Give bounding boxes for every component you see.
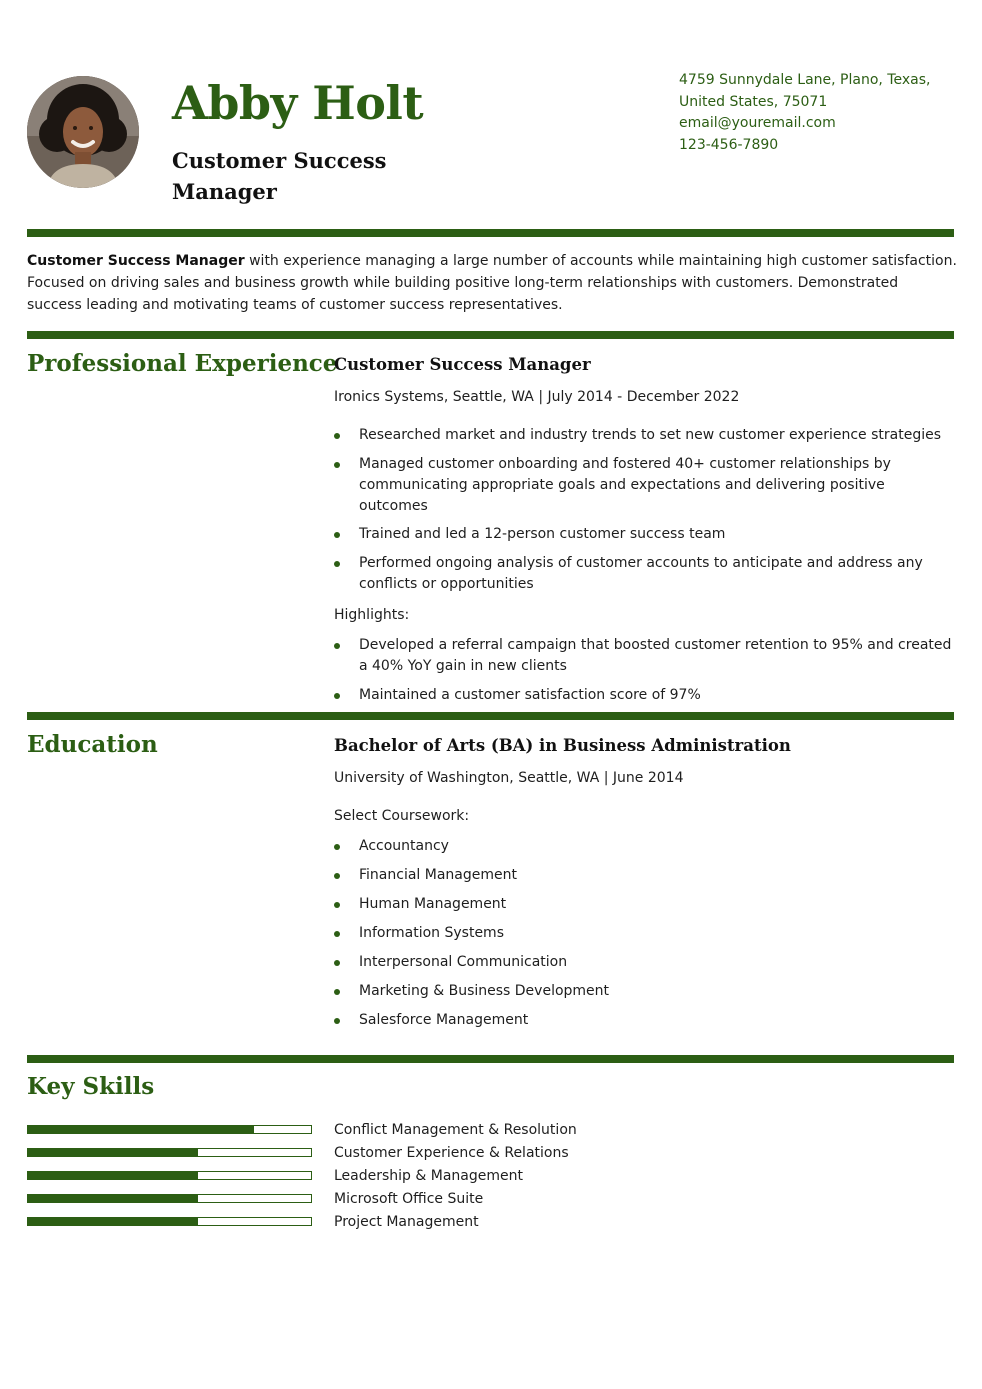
experience-meta: Ironics Systems, Seattle, WA | July 2014 - December 2022 [334, 389, 740, 405]
list-item: Trained and led a 12-person customer success team [334, 524, 954, 545]
list-item: Salesforce Management [334, 1010, 954, 1031]
list-item: Maintained a customer satisfaction score of 97% [334, 685, 954, 706]
profile-photo-image [27, 76, 139, 188]
skill-level-fill [28, 1126, 254, 1133]
bullet-icon [334, 561, 340, 567]
experience-entry [334, 354, 954, 706]
list-item: Researched market and industry trends to set new customer experience strategies [334, 425, 954, 446]
bullet-icon [334, 960, 340, 966]
profile-photo [27, 76, 139, 188]
bullet-icon [334, 873, 340, 879]
skill-level-fill [28, 1195, 198, 1202]
bullet-icon [334, 532, 340, 538]
divider-rule [27, 1055, 954, 1063]
highlights-label: Highlights: [334, 607, 410, 623]
list-item: Accountancy [334, 836, 954, 857]
skill-row [27, 1212, 627, 1232]
skill-row [27, 1120, 627, 1140]
education-meta: University of Washington, Seattle, WA | June 2014 [334, 770, 684, 786]
skill-label: Project Management [334, 1214, 479, 1230]
skill-level-fill [28, 1218, 198, 1225]
skill-label: Customer Experience & Relations [334, 1145, 569, 1161]
phone-text: 123-456-7890 [679, 136, 779, 153]
list-item: Information Systems [334, 923, 954, 944]
divider-rule [27, 229, 954, 237]
education-degree: Bachelor of Arts (BA) in Business Administration [334, 736, 791, 755]
skill-label: Leadership & Management [334, 1168, 523, 1184]
highlights-bullets [334, 635, 954, 706]
list-item: Managed customer onboarding and fostered 40+ customer relationships by communicating appropriate goals and expectations and delivering positive outcomes [334, 454, 954, 517]
education-entry [334, 735, 954, 1031]
section-heading-experience: Professional Experience [27, 350, 338, 377]
summary-text: with experience managing a large number of accounts while maintaining high customer satisfaction. Focused on driving sales and business growth while building positive long-term relationships with customers. Demonstrated success leading and motivating teams of customer success representatives. [27, 253, 957, 313]
bullet-icon [334, 643, 340, 649]
address-line-2: United States, 75071 [679, 93, 828, 110]
skill-level-bar [27, 1171, 312, 1180]
skill-level-bar [27, 1125, 312, 1134]
bullet-icon [334, 462, 340, 468]
address-line-1: 4759 Sunnydale Lane, Plano, Texas, [679, 72, 931, 88]
contact-info [679, 70, 959, 156]
list-item: Human Management [334, 894, 954, 915]
skill-level-fill [28, 1172, 198, 1179]
divider-rule [27, 331, 954, 339]
skill-level-fill [28, 1149, 198, 1156]
bullet-icon [334, 1018, 340, 1024]
skill-label: Conflict Management & Resolution [334, 1122, 577, 1138]
coursework-label: Select Coursework: [334, 808, 470, 824]
experience-bullets [334, 425, 954, 595]
skill-level-bar [27, 1217, 312, 1226]
bullet-icon [334, 989, 340, 995]
bullet-icon [334, 931, 340, 937]
skill-row [27, 1166, 627, 1186]
list-item: Interpersonal Communication [334, 952, 954, 973]
experience-job-title: Customer Success Manager [334, 355, 591, 374]
email-text: email@youremail.com [679, 115, 836, 131]
list-item: Financial Management [334, 865, 954, 886]
skill-level-bar [27, 1194, 312, 1203]
list-item: Marketing & Business Development [334, 981, 954, 1002]
section-heading-education: Education [27, 731, 158, 758]
list-item: Developed a referral campaign that boosted customer retention to 95% and created a 40% YoY gain in new clients [334, 635, 954, 677]
summary-lead: Customer Success Manager [27, 253, 245, 269]
skill-level-bar [27, 1148, 312, 1157]
job-title: Customer Success Manager [172, 148, 387, 204]
section-heading-skills: Key Skills [27, 1073, 155, 1100]
skill-row [27, 1143, 627, 1163]
skill-label: Microsoft Office Suite [334, 1191, 484, 1207]
coursework-list [334, 836, 954, 1031]
summary-paragraph [27, 250, 957, 316]
bullet-icon [334, 693, 340, 699]
skill-row [27, 1189, 627, 1209]
list-item: Performed ongoing analysis of customer accounts to anticipate and address any conflicts or opportunities [334, 553, 954, 595]
bullet-icon [334, 902, 340, 908]
divider-rule [27, 712, 954, 720]
candidate-name: Abby Holt [172, 76, 424, 130]
bullet-icon [334, 844, 340, 850]
bullet-icon [334, 433, 340, 439]
